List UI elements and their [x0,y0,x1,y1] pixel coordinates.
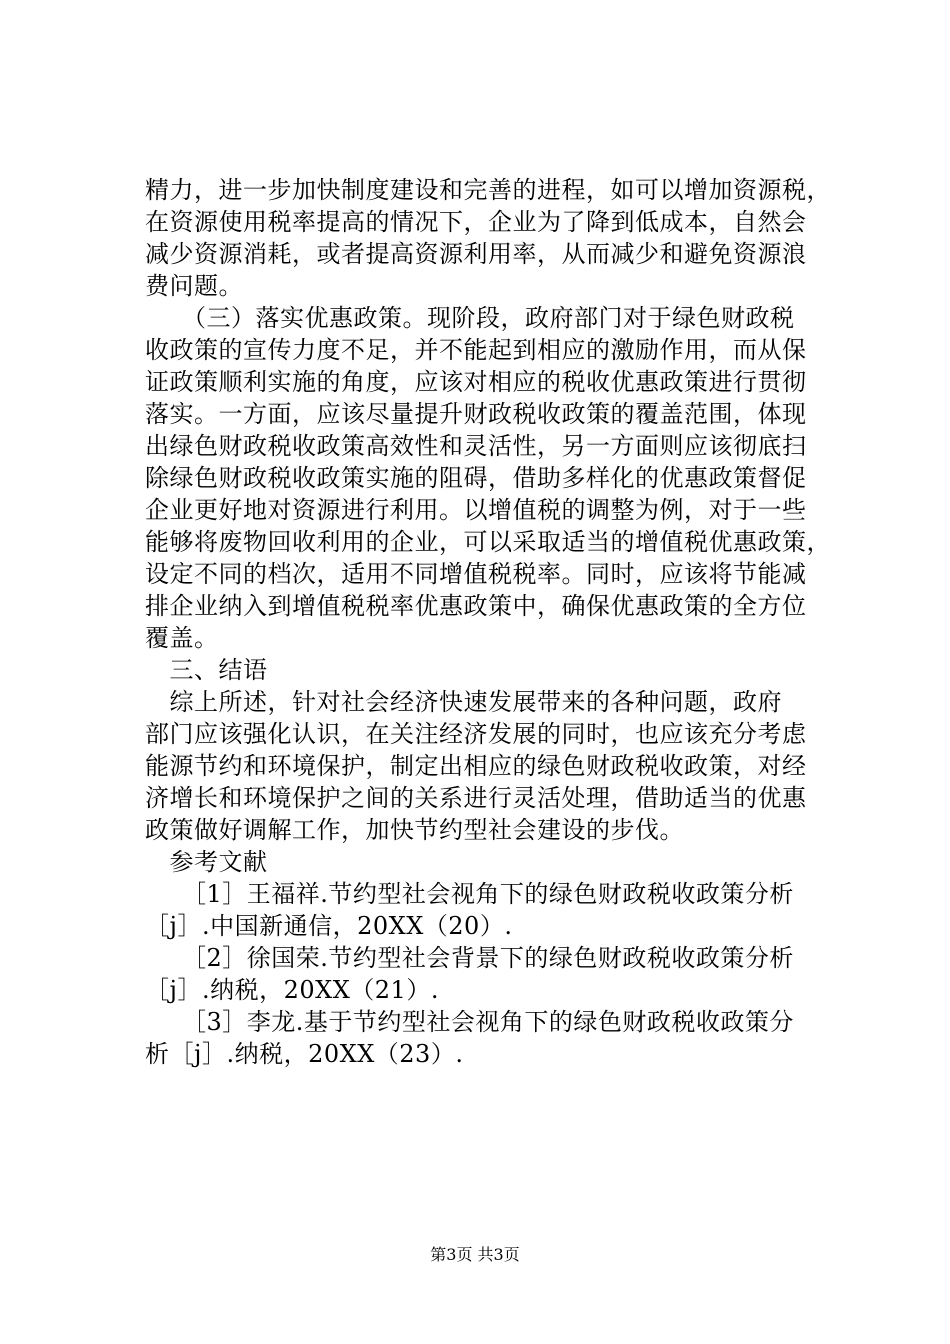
text-line: 减少资源消耗，或者提高资源利用率，从而减少和避免资源浪 [145,240,807,268]
text-line: 费问题。 [145,272,243,300]
text-line: 能够将废物回收利用的企业，可以采取适当的增值税优惠政策， [145,528,831,556]
text-line: 证政策顺利实施的角度，应该对相应的税收优惠政策进行贯彻 [145,368,807,396]
section-heading: 三、结语 [145,656,268,684]
section-heading: （三）落实优惠政策。现阶段，政府部门对于绿色财政税 [145,304,795,332]
text-line: 覆盖。 [145,624,219,652]
text-line: 济增长和环境保护之间的关系进行灵活处理，借助适当的优惠 [145,784,807,812]
text-line: 收政策的宣传力度不足，并不能起到相应的激励作用，而从保 [145,336,807,364]
text-line: 精力，进一步加快制度建设和完善的进程，如可以增加资源税， [145,176,831,204]
text-line: 政策做好调解工作，加快节约型社会建设的步伐。 [145,816,684,844]
reference-entry: ［3］李龙.基于节约型社会视角下的绿色财政税收政策分 [145,1008,794,1036]
text-line: 排企业纳入到增值税税率优惠政策中，确保优惠政策的全方位 [145,592,807,620]
reference-entry: 析［j］.纳税，20XX（23）. [145,1040,464,1068]
text-line: 出绿色财政税收政策高效性和灵活性，另一方面则应该彻底扫 [145,432,807,460]
text-line: 能源节约和环境保护，制定出相应的绿色财政税收政策，对经 [145,752,807,780]
text-line: 设定不同的档次，适用不同增值税税率。同时，应该将节能减 [145,560,807,588]
text-line: 在资源使用税率提高的情况下，企业为了降到低成本，自然会 [145,208,807,236]
reference-entry: ［j］.纳税，20XX（21）. [145,976,439,1004]
references-heading: 参考文献 [145,848,268,876]
reference-entry: ［1］王福祥.节约型社会视角下的绿色财政税收政策分析 [145,880,794,908]
text-line: 企业更好地对资源进行利用。以增值税的调整为例，对于一些 [145,496,807,524]
text-line: 落实。一方面，应该尽量提升财政税收政策的覆盖范围，体现 [145,400,807,428]
page-number-footer: 第3页 共3页 [430,1245,520,1264]
reference-entry: ［2］徐国荣.节约型社会背景下的绿色财政税收政策分析 [145,944,794,972]
text-line: 部门应该强化认识，在关注经济发展的同时，也应该充分考虑 [145,720,807,748]
reference-entry: ［j］.中国新通信，20XX（20）. [145,912,513,940]
text-line: 除绿色财政税收政策实施的阻碍，借助多样化的优惠政策督促 [145,464,807,492]
text-line: 综上所述，针对社会经济快速发展带来的各种问题，政府 [145,688,782,716]
